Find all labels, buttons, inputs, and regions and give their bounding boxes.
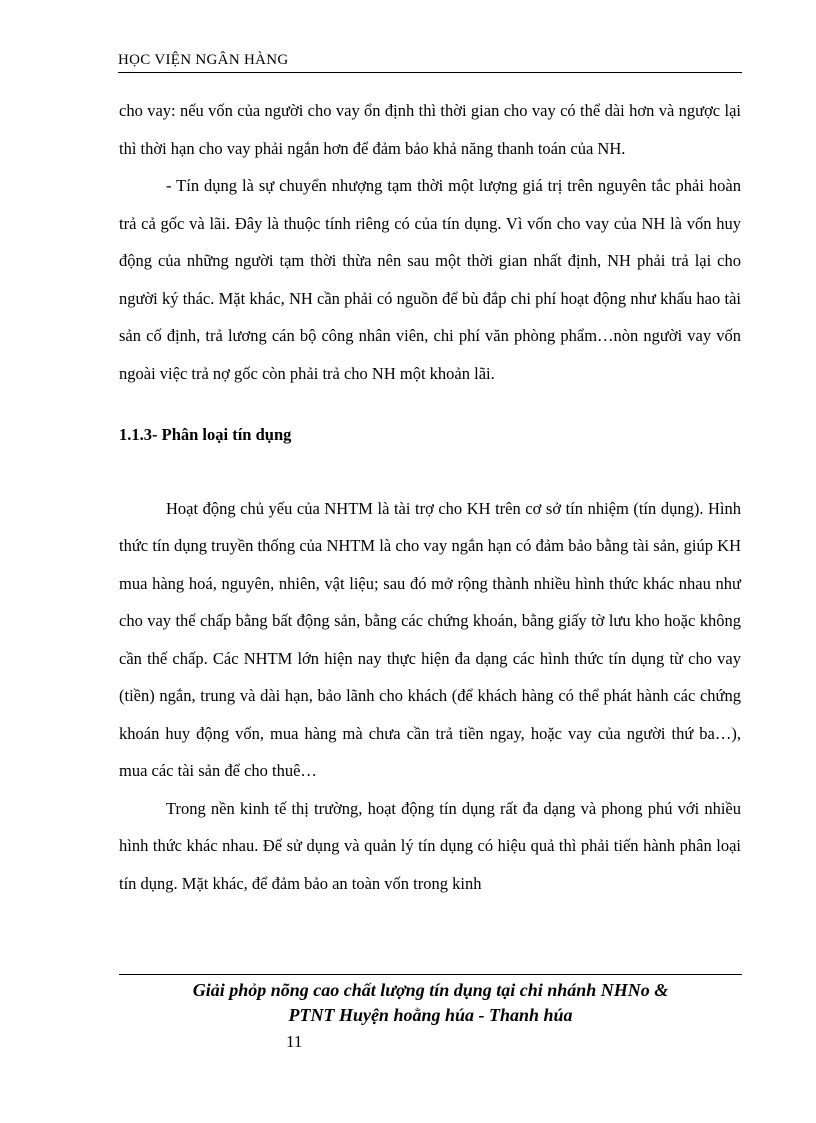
footer-title-line-1: Giải phỏp nõng cao chất lượng tín dụng tại chi nhánh NHNo & (192, 980, 669, 1000)
footer-title (119, 978, 742, 1028)
page-number: 11 (286, 1032, 303, 1051)
header-title: HỌC VIỆN NGÂN HÀNG (118, 52, 289, 68)
paragraph-continuation: cho vay: nếu vốn của người cho vay ổn định thì thời gian cho vay có thể dài hơn và ngược lại thì thời hạn cho vay phải ngắn hơn để đảm bảo khả năng thanh toán của NH. (119, 101, 741, 158)
running-header (118, 50, 742, 73)
paragraph-credit-property: - Tín dụng là sự chuyển nhượng tạm thời một lượng giá trị trên nguyên tắc phải hoàn trả cả gốc và lãi. Đây là thuộc tính riêng có của tín dụng. Vì vốn cho vay của NH là vốn huy động của những người tạm thời thừa nên sau một thời gian nhất định, NH phải trả lại cho người ký thác. Mặt khác, NH cần phải có nguồn để bù đắp chi phí hoạt động như khấu hao tài sản cố định, trả lương cán bộ công nhân viên, chi phí văn phòng phẩm…nòn người vay vốn ngoài việc trả nợ gốc còn phải trả cho NH một khoản lãi. (119, 176, 741, 383)
paragraph-market-economy: Trong nền kinh tế thị trường, hoạt động tín dụng rất đa dạng và phong phú với nhiều hình thức khác nhau. Để sử dụng và quản lý tín dụng có hiệu quả thì phải tiến hành phân loại tín dụng. Mặt khác, để đảm bảo an toàn vốn trong kinh (119, 798, 741, 893)
footer-title-line-2: PTNT Huyện hoằng húa - Thanh húa (288, 1005, 573, 1025)
section-heading: 1.1.3- Phân loại tín dụng (119, 425, 292, 444)
page-body (119, 92, 741, 902)
paragraph-main-activity: Hoạt động chủ yếu của NHTM là tài trợ cho KH trên cơ sở tín nhiệm (tín dụng). Hình thức tín dụng truyền thống của NHTM là cho vay ngắn hạn có đảm bảo bằng tài sản, giúp KH mua hàng hoá, nguyên, nhiên, vật liệu; sau đó mở rộng thành nhiều hình thức khác nhau như cho vay thế chấp bằng bất động sản, bằng các chứng khoán, bằng giấy tờ lưu kho hoặc không cần thế chấp. Các NHTM lớn hiện nay thực hiện đa dạng các hình thức tín dụng từ cho vay (tiền) ngắn, trung và dài hạn, bảo lãnh cho khách (để khách hàng có thể phát hành các chứng khoán huy động vốn, mua hàng mà chưa cần trả tiền ngay, hoặc vay của người thứ ba…), mua các tài sản để cho thuê… (119, 498, 741, 780)
footer-divider (119, 974, 742, 975)
